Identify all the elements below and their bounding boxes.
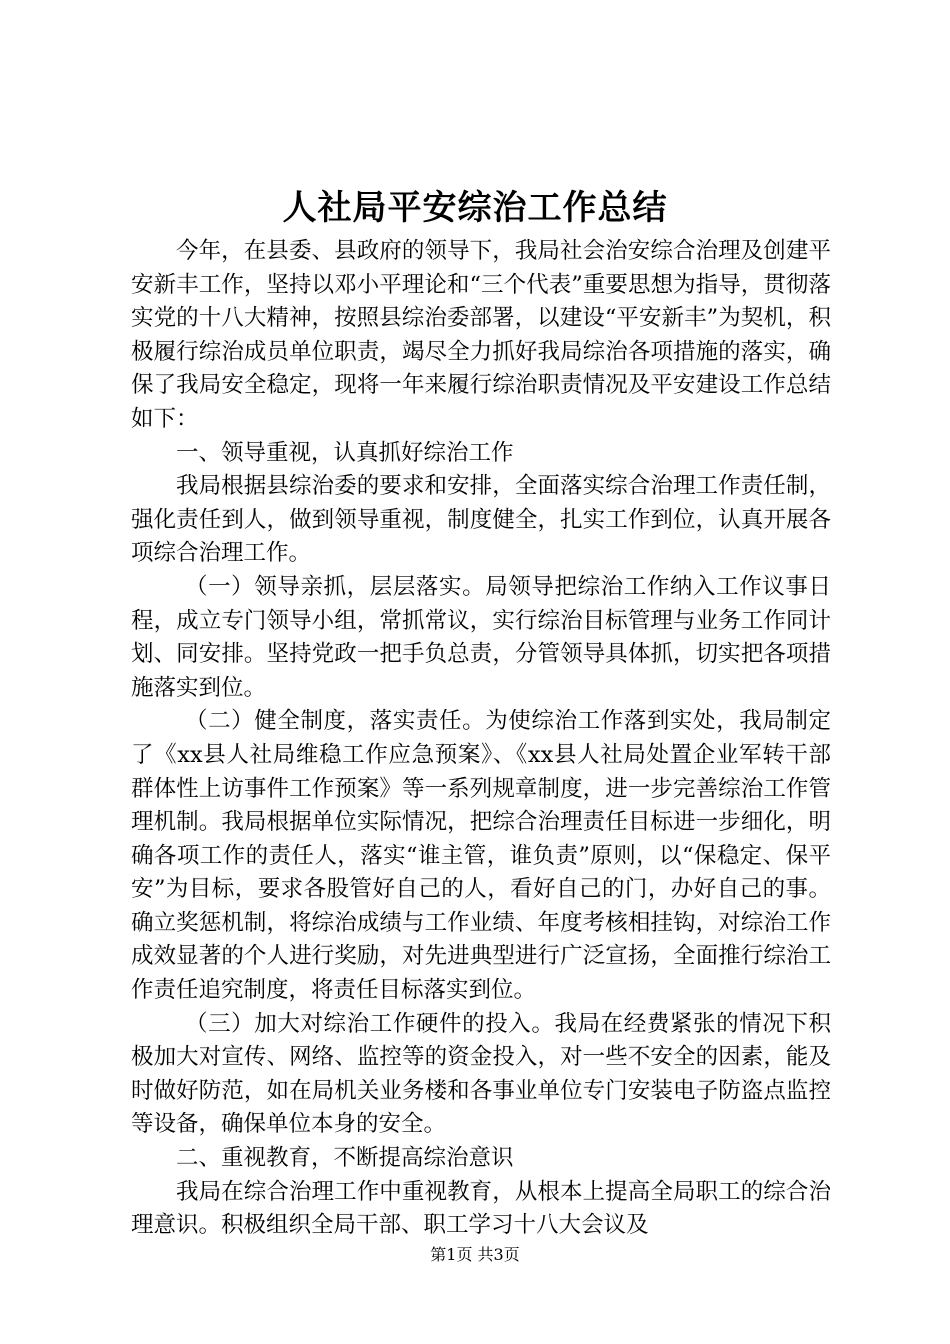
subsection-2: （二）健全制度，落实责任。为使综治工作落到实处，我局制定了《xx县人社局维稳工作应急预案》、《xx县人社局处置企业军转干部群体性上访事件工作预案》等一系列规章制度，进一步完善综治工作管理机制。我局根据单位实际情况，把综合治理责任目标进一步细化，明确各项工作的责任人，落实“谁主管，谁负责”原则，以“保稳定、保平安”为目标，要求各股管好自己的人，看好自己的门，办好自己的事。确立奖惩机制，将综治成绩与工作业绩、年度考核相挂钩，对综治工作成效显著的个人进行奖励，对先进典型进行广泛宣扬，全面推行综治工作责任追究制度，将责任目标落实到位。	[131, 708, 831, 1004]
subsection-1: （一）领导亲抓，层层落实。局领导把综治工作纳入工作议事日程，成立专门领导小组，常抓常议，实行综治目标管理与业务工作同计划、同安排。坚持党政一把手负总责，分管领导具体抓，切实把各项措施落实到位。	[131, 573, 831, 701]
paragraph-intro: 今年，在县委、县政府的领导下，我局社会治安综合治理及创建平安新丰工作，坚持以邓小平理论和“三个代表”重要思想为指导，贯彻落实党的十八大精神，按照县综治委部署，以建设“平安新丰”为契机，积极履行综治成员单位职责，竭尽全力抓好我局综治各项措施的落实，确保了我局安全稳定，现将一年来履行综治职责情况及平安建设工作总结如下：	[131, 238, 831, 432]
section-heading-2: 二、重视教育，不断提高综治意识	[176, 1145, 514, 1172]
document-title: 人社局平安综治工作总结	[282, 188, 668, 228]
paragraph: 我局在综合治理工作中重视教育，从根本上提高全局职工的综合治理意识。积极组织全局干部、职工学习十八大会议及	[131, 1178, 831, 1239]
document-body	[131, 235, 831, 1243]
section-heading-1: 一、领导重视，认真抓好综治工作	[176, 439, 514, 466]
page-number-footer: 第1页 共3页	[430, 1245, 520, 1264]
paragraph: 我局根据县综治委的要求和安排，全面落实综合治理工作责任制，强化责任到人，做到领导重视，制度健全，扎实工作到位，认真开展各项综合治理工作。	[131, 473, 831, 567]
subsection-3: （三）加大对综治工作硬件的投入。我局在经费紧张的情况下积极加大对宣传、网络、监控等的资金投入，对一些不安全的因素，能及时做好防范，如在局机关业务楼和各事业单位专门安装电子防盗点监控等设备，确保单位本身的安全。	[131, 1010, 831, 1138]
